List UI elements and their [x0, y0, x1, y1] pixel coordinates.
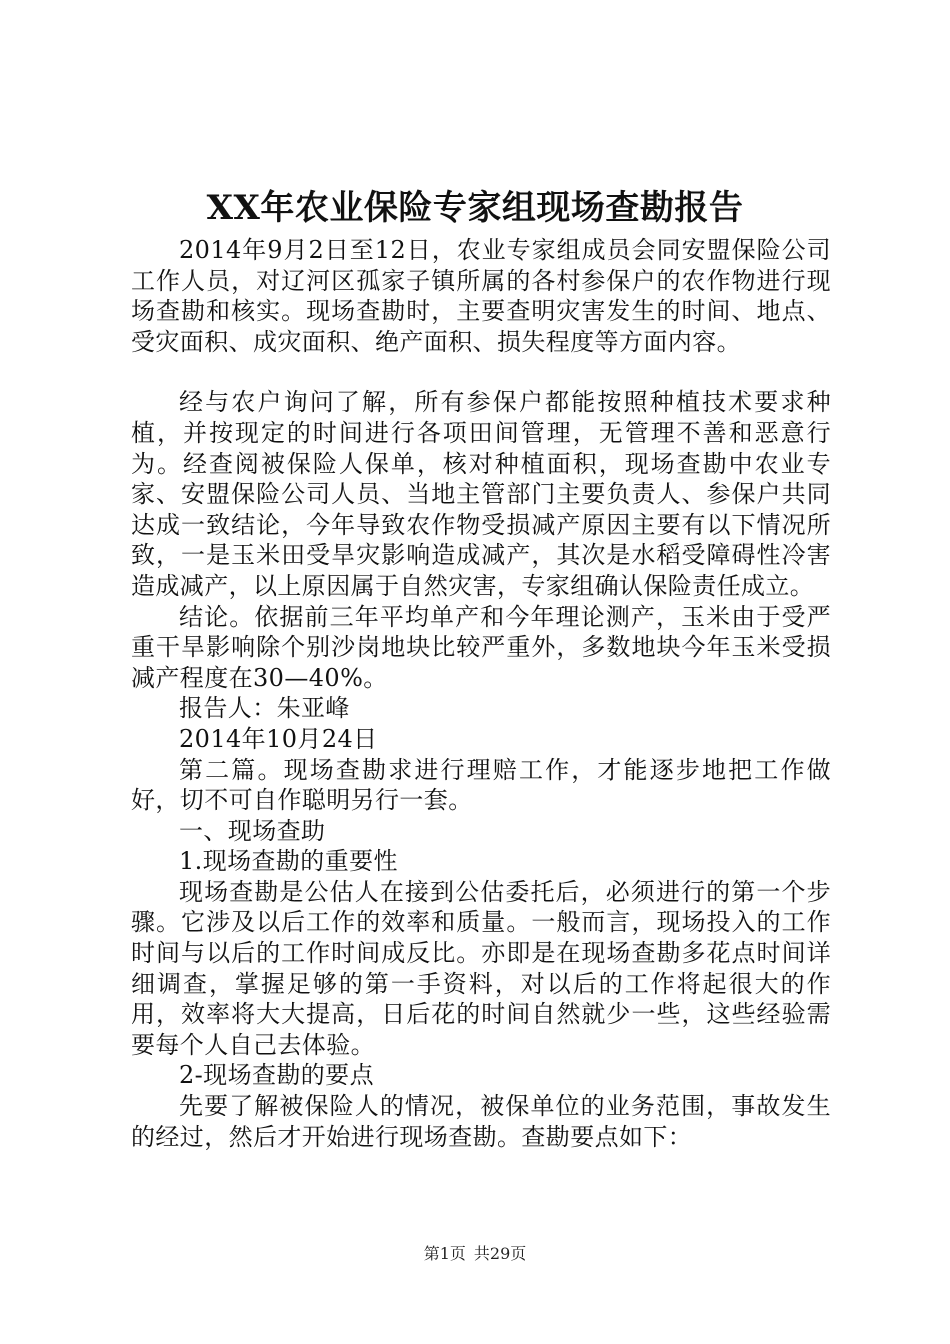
subheading-key-points: 2-现场查勘的要点 — [179, 1061, 374, 1090]
paragraph-conclusion: 结论。依据前三年平均单产和今年理论测产，玉米由于受严重干旱影响除个别沙岗地块比较严重外，多数地块今年玉米受损减产程度在30—40%。 — [131, 602, 831, 692]
paragraph-key-points: 先要了解被保险人的情况，被保单位的业务范围，事故发生的经过，然后才开始进行现场查勘。查勘要点如下： — [131, 1092, 831, 1151]
page-total: 共29页 — [473, 1244, 527, 1263]
subheading-importance: 1.现场查勘的重要性 — [179, 847, 398, 876]
paragraph-intro: 2014年9月2日至12日，农业专家组成员会同安盟保险公司工作人员，对辽河区孤家子镇所属的各村参保户的农作物进行现场查勘和核实。现场查勘时，主要查明灾害发生的时间、地点、受灾面积、成灾面积、绝产面积、损失程度等方面内容。 — [131, 236, 831, 356]
section-heading-1: 一、现场查助 — [179, 816, 326, 845]
page-footer — [0, 1243, 950, 1265]
paragraph-findings: 经与农户询问了解，所有参保户都能按照种植技术要求种植，并按现定的时间进行各项田间管理，无管理不善和恶意行为。经查阅被保险人保单，核对种植面积，现场查勘中农业专家、安盟保险公司人员、当地主管部门主要负责人、参保户共同达成一致结论，今年导致农作物受损减产原因主要有以下情况所致，一是玉米田受旱灾影响造成减产，其次是水稻受障碍性冷害造成减产，以上原因属于自然灾害，专家组确认保险责任成立。 — [131, 388, 831, 600]
paragraph-part-two: 第二篇。现场查勘求进行理赔工作，才能逐步地把工作做好，切不可自作聪明另行一套。 — [131, 755, 831, 815]
paragraph-importance: 现场查勘是公估人在接到公估委托后，必须进行的第一个步骤。它涉及以后工作的效率和质量。一般而言，现场投入的工作时间与以后的工作时间成反比。亦即是在现场查勘多花点时间详细调查，掌握足够的第一手资料，对以后的工作将起很大的作用，效率将大大提高，日后花的时间自然就少一些，这些经验需要每个人自己去体验。 — [131, 877, 831, 1059]
document-body — [131, 235, 831, 1152]
report-date: 2014年10月24日 — [179, 724, 378, 753]
reporter-line: 报告人：朱亚峰 — [179, 694, 350, 723]
paragraph-gap — [131, 357, 831, 387]
document-title: XX年农业保险专家组现场查勘报告 — [206, 188, 744, 228]
page-number: 第1页 — [423, 1244, 466, 1263]
